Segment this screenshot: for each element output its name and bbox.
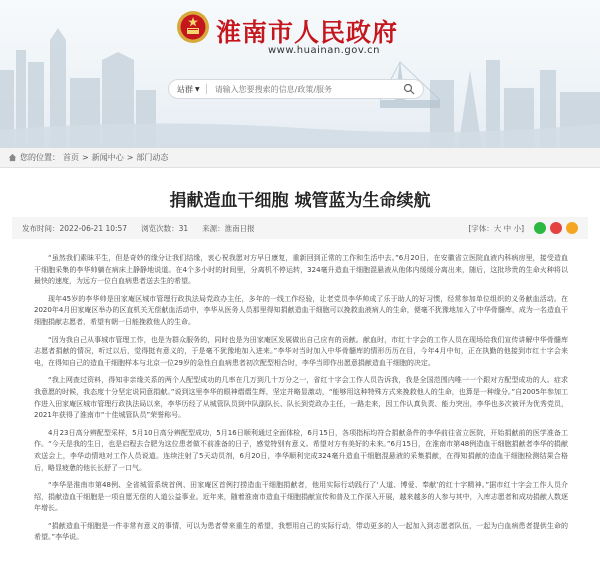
national-emblem-icon bbox=[176, 10, 210, 44]
font-size-selector[interactable]: [字体：大 中 小] bbox=[468, 223, 524, 233]
view-count: 浏览次数：31 bbox=[141, 223, 189, 233]
article-paragraph: “虽然我们素昧平生，但是奇妙的缘分让我们结缘，衷心祝我愿对方早日康复，重新回到正常的工作和生活中去。”6月20日，在安徽省立医院血液内科病房里，接受造血干细胞采集的李华帅躺在病床上静静地说道。在4个多小时的时间里，分离机不停运转，324毫升造血干细胞混悬液从他体内缓缓分离出来，随后，这批珍贵的生命火种将以最快的速度，为远方一位白血病患者送去生的希望。 bbox=[34, 254, 568, 286]
search-input[interactable] bbox=[213, 84, 403, 95]
search-icon[interactable] bbox=[403, 83, 415, 95]
breadcrumb-separator: > bbox=[82, 153, 89, 162]
article-paragraph: “李华是淮南市第48例、全省城管系统首例、田家庵区首例打捞造血干细胞捐献者，他用实际行动践行了‘人道、博爱、奉献’的红十字精神。”据市红十字会工作人员介绍，捐献造血干细胞是一项自愿无偿的人道公益事业。近年来，随着淮南市造血干细胞捐献宣传和普及工作深入开展，越来越多的人参与其中，入库志愿者和成功捐献人数逐年增长。 bbox=[34, 481, 568, 513]
search-bar bbox=[168, 79, 424, 99]
home-icon bbox=[8, 153, 17, 162]
search-scope-dropdown[interactable] bbox=[177, 84, 200, 95]
site-title: 淮南市人民政府 bbox=[216, 18, 399, 47]
breadcrumb bbox=[0, 148, 600, 168]
breadcrumb-home[interactable]: 首页 bbox=[63, 153, 79, 162]
breadcrumb-department-news[interactable]: 部门动态 bbox=[136, 153, 169, 162]
breadcrumb-news-center[interactable]: 新闻中心 bbox=[91, 153, 124, 162]
article-paragraph: 现年45岁的李华帅是田家庵区城市管理行政执法局党政办主任，多年的一线工作经验，让老党员李华帅成了乐于助人的好习惯，经常参加单位组织的义务献血活动。在2020年4月田家庵区举办的区直机关无偿献血活动中，李华从医务人员那里得知捐献造血干细胞可以挽救血液病人的生命，便毫不犹豫地加入了中华骨髓库，成为一名造血干细胞捐献志愿者，希望有朝一日能挽救他人的生命。 bbox=[34, 294, 568, 326]
article-paragraph: “我上网查过资料，得知非亲缘关系的两个人配型成功的几率在几万到几十万分之一，省红十字会工作人员告诉我，我是全国范围内唯一一个跟对方配型成功的人。症求我意愿的时候，我态度十分坚定说同意捐献。”说到这里李华的眼神熠熠生辉，坚定并略显激动，“能够用这种特殊方式来挽救他人的生命，也算是一种缘分。”自2005年参加工作进入田家庵区城市管理行政执法局以来，李华历经了从城管队员到中队副队长、队长到党政办主任，一路走来，因工作认真负责、能力突出，李华也多次被评为优秀党员，2021年获得了淮南市“十佳城管队员”荣誉称号。 bbox=[34, 376, 568, 420]
site-header bbox=[0, 0, 600, 148]
search-divider bbox=[206, 84, 207, 94]
publish-time: 发布时间：2022-06-21 10:57 bbox=[22, 223, 128, 233]
article-paragraph: 4月23日高分辨配型采样，5月10日高分辨配型成功，5月16日顺利通过全面体检，6月15日，各项指标均符合捐献条件的李华前往省立医院，开始捐献前的医学准备工作。“今天是我的生日，也是启程去合肥为这位患者做不前准备的日子，感觉特别有意义。希望对方有美好的未来。”6月15日，在淮南市第48例造血干细胞捐献者李华的捐献欢送会上，李华动情地对工作人员说道。连续注射了5天动员剂，6月20日，李华顺利完成324毫升造血干细胞混悬液的采集捐献，在得知捐献的造血干细胞检测结果合格后，略显疲惫的他长长舒了一口气。 bbox=[34, 428, 568, 472]
wechat-share-icon[interactable] bbox=[534, 222, 546, 234]
site-url: www.huainan.gov.cn bbox=[268, 45, 380, 56]
chevron-down-icon: ▼ bbox=[195, 85, 200, 93]
qzone-share-icon[interactable] bbox=[566, 222, 578, 234]
article-paragraph: “捐献造血干细胞是一件非常有意义的事情，可以为患者带来重生的希望，我想用自己的实际行动，带动更多的人一起加入到志愿者队伍，一起为白血病患者提供生命的希望。”李华说。 bbox=[34, 521, 568, 542]
breadcrumb-separator: > bbox=[126, 153, 134, 162]
article-meta-bar bbox=[12, 217, 588, 239]
breadcrumb-location-label: 您的位置： bbox=[20, 153, 60, 162]
meta-tools bbox=[468, 222, 578, 234]
article-paragraph: “因为我自己从事城市管理工作，也是为群众服务的，同时也是为田家庵区发展做出自己应有的贡献。献血时，市红十字会的工作人员在现场给我们宣传讲解中华骨髓库志愿者捐献的情况，听过以后，觉得挺有意义的，于是毫不犹豫地加入进来。”李华对当时加入中华骨髓库的情形历历在目，今年4月中旬，正在执勤的他接到市红十字会来电，在得知自己的造血干细胞样本与北京一位29岁的急性白血病患者初次配型相合时，李华当即作出愿意捐献造血干细胞的决定。 bbox=[34, 335, 568, 367]
weibo-share-icon[interactable] bbox=[550, 222, 562, 234]
article-body bbox=[34, 253, 568, 550]
article-title: 捐献造血干细胞 城管蓝为生命续航 bbox=[169, 191, 431, 211]
article-source: 来源：淮南日报 bbox=[202, 223, 255, 233]
search-scope-label: 站群 bbox=[177, 84, 193, 94]
